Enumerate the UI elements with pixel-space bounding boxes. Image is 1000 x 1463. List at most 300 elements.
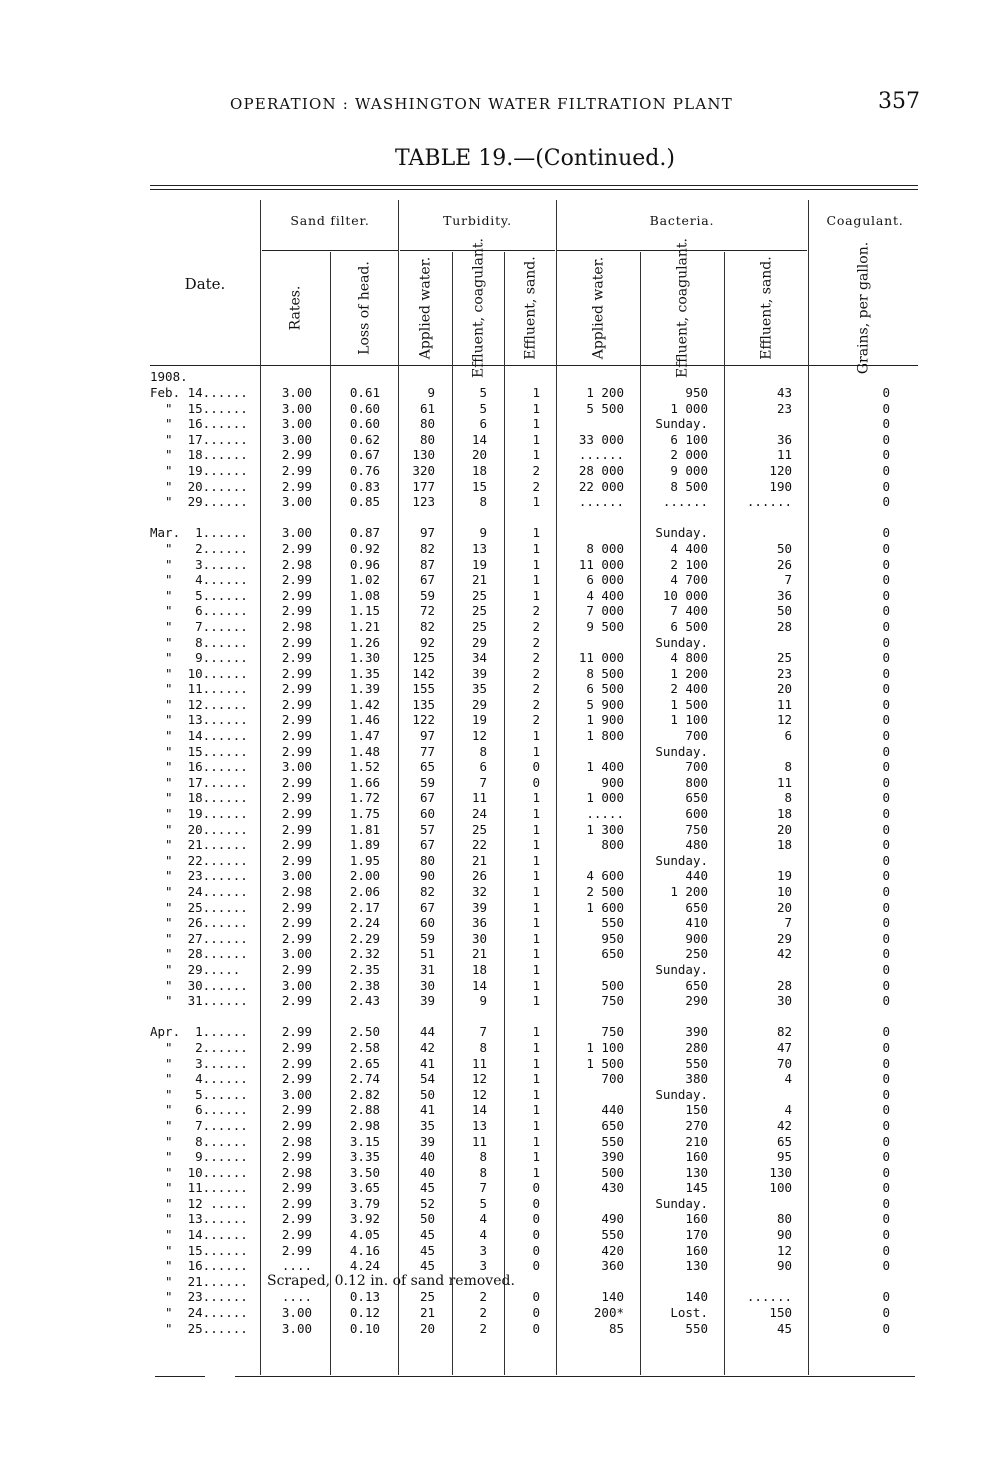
turbidity-coagulant-cell: 25 [471,603,487,619]
grains-cell: 0 [882,462,890,478]
bacteria-applied-cell: ...... [578,447,624,463]
grains-cell: 0 [882,1242,890,1258]
loss-of-head-cell: 1.95 [349,852,380,868]
rates-cell: 2.99 [281,1180,312,1196]
bacteria-coagulant-cell: 270 [685,1117,708,1133]
bacteria-sand-cell: 19 [776,868,792,884]
turbidity-coagulant-cell: 22 [471,837,487,853]
turbidity-sand-cell: 2 [532,478,540,494]
loss-of-head-cell: 3.15 [349,1133,380,1149]
bacteria-sand-cell: 8 [784,790,792,806]
loss-of-head-cell: 1.48 [349,743,380,759]
turbidity-sand-cell: 1 [532,1086,540,1102]
table-row [150,1305,920,1321]
turbidity-sand-cell: 1 [532,587,540,603]
bacteria-coagulant-cell: 650 [685,790,708,806]
turbidity-applied-cell: 67 [419,572,435,588]
turbidity-coagulant-cell: 2 [479,1305,487,1321]
bacteria-coagulant-cell: 440 [685,868,708,884]
turbidity-applied-cell: 9 [427,385,435,400]
turbidity-coagulant-cell: 3 [479,1258,487,1274]
loss-of-head-cell: 0.10 [349,1320,380,1336]
turbidity-applied-cell: 57 [419,821,435,837]
turbidity-applied-cell: 80 [419,416,435,432]
rates-cell: 2.99 [281,961,312,977]
loss-of-head-cell: 1.21 [349,618,380,634]
group-header-sand-filter: Sand filter. [290,213,370,228]
turbidity-coagulant-cell: 6 [479,416,487,432]
loss-of-head-cell: 2.74 [349,1071,380,1087]
date-cell: " 26...... [150,915,248,931]
bacteria-coagulant-cell: 8 500 [670,478,708,494]
grains-cell: 0 [882,587,890,603]
table-row [150,1211,920,1227]
turbidity-sand-cell: 1 [532,993,540,1009]
turbidity-coagulant-cell: 26 [471,868,487,884]
grains-cell: 0 [882,416,890,432]
turbidity-applied-cell: 80 [419,431,435,447]
date-cell: " 5...... [150,587,248,603]
turbidity-coagulant-cell: 11 [471,790,487,806]
bacteria-applied-cell: 5 500 [586,400,624,416]
bacteria-coagulant-cell: 550 [685,1055,708,1071]
grains-cell: 0 [882,1227,890,1243]
date-cell: " 12 ..... [150,1195,248,1211]
turbidity-applied-cell: 50 [419,1086,435,1102]
bacteria-applied-cell: 1 000 [586,790,624,806]
bacteria-applied-cell: 700 [601,1071,624,1087]
loss-of-head-cell: 0.96 [349,556,380,572]
bacteria-coagulant-cell: 145 [685,1180,708,1196]
bacteria-coagulant-cell: 2 400 [670,681,708,697]
grains-cell: 0 [882,540,890,556]
rates-cell: 2.99 [281,478,312,494]
rates-cell: 2.99 [281,462,312,478]
rates-cell: 2.99 [281,837,312,853]
turbidity-applied-cell: 45 [419,1258,435,1274]
grains-cell: 0 [882,884,890,899]
grains-cell: 0 [882,868,890,884]
loss-of-head-cell: 2.35 [349,961,380,977]
bacteria-coagulant-cell: 650 [685,977,708,993]
bacteria-applied-cell: 7 000 [586,603,624,619]
rates-cell: 2.99 [281,1149,312,1165]
bacteria-applied-cell: 490 [601,1211,624,1227]
loss-of-head-cell: 0.12 [349,1305,380,1321]
table-row [150,1274,920,1290]
rates-cell: 2.99 [281,603,312,619]
bacteria-sand-cell: 11 [776,696,792,712]
turbidity-applied-cell: 50 [419,1211,435,1227]
bacteria-coagulant-cell: 410 [685,915,708,931]
turbidity-sand-cell: 1 [532,1149,540,1165]
bacteria-coagulant-cell: 170 [685,1227,708,1243]
rates-cell: 2.99 [281,1195,312,1211]
bacteria-applied-cell: 750 [601,993,624,1009]
date-cell: " 17...... [150,774,248,790]
year-label: 1908. [150,369,188,384]
turbidity-applied-header: Applied water. [417,256,434,360]
date-cell: " 10...... [150,1164,248,1180]
rates-cell: 2.99 [281,774,312,790]
turbidity-coagulant-cell: 9 [479,993,487,1009]
rates-cell: 3.00 [281,525,312,541]
table-row [150,775,920,791]
bacteria-sand-cell: ...... [746,494,792,510]
rates-cell: 2.99 [281,1024,312,1040]
turbidity-applied-cell: 41 [419,1102,435,1118]
loss-of-head-cell: 0.87 [349,525,380,541]
rates-cell: 2.99 [281,1242,312,1258]
date-cell: " 7...... [150,618,248,634]
bacteria-coagulant-cell: 4 400 [670,540,708,556]
date-cell: " 17...... [150,431,248,447]
grains-cell: 0 [882,447,890,463]
turbidity-sand-cell: 1 [532,961,540,977]
turbidity-sand-cell: 2 [532,712,540,728]
turbidity-applied-cell: 77 [419,743,435,759]
table-row [150,853,920,869]
table-row [150,635,920,651]
group-underline-sand [262,250,398,251]
date-cell: " 15...... [150,400,248,416]
turbidity-coagulant-cell: 34 [471,650,487,666]
turbidity-sand-cell: 1 [532,494,540,510]
turbidity-coagulant-cell: 8 [479,1149,487,1165]
rates-cell: 2.99 [281,806,312,822]
turbidity-coagulant-cell: 7 [479,1180,487,1196]
table-row [150,1056,920,1072]
bacteria-applied-cell: 1 900 [586,712,624,728]
bacteria-sand-cell: 47 [776,1039,792,1055]
turbidity-sand-cell: 1 [532,1102,540,1118]
date-header: Date. [184,275,226,293]
bacteria-applied-cell: 390 [601,1149,624,1165]
grains-cell: 0 [882,743,890,759]
turbidity-coagulant-cell: 4 [479,1227,487,1243]
turbidity-applied-cell: 59 [419,774,435,790]
turbidity-coagulant-cell: 19 [471,712,487,728]
table-row [150,525,920,541]
bacteria-applied-cell: 6 500 [586,681,624,697]
turbidity-coagulant-cell: 8 [479,1164,487,1180]
table-row [150,790,920,806]
header-bottom-rule [150,365,918,366]
table-row [150,1040,920,1056]
turbidity-coagulant-cell: 5 [479,385,487,400]
bacteria-coagulant-cell: 160 [685,1242,708,1258]
turbidity-sand-cell: 2 [532,603,540,619]
bacteria-applied-cell: 750 [601,1024,624,1040]
turbidity-coagulant-cell: 7 [479,774,487,790]
bacteria-applied-cell: 4 600 [586,868,624,884]
turbidity-applied-cell: 59 [419,587,435,603]
bacteria-sand-cell: 36 [776,431,792,447]
turbidity-applied-cell: 54 [419,1071,435,1087]
table-row [150,619,920,635]
rates-cell: 2.98 [281,1133,312,1149]
bacteria-coagulant-cell: 600 [685,806,708,822]
rates-cell: 2.99 [281,790,312,806]
date-cell: " 9...... [150,650,248,666]
date-cell: " 14...... [150,728,248,744]
turbidity-coagulant-cell: 24 [471,806,487,822]
turbidity-applied-cell: 60 [419,806,435,822]
date-cell: " 4...... [150,1071,248,1087]
bacteria-coagulant-cell: 4 800 [670,650,708,666]
turbidity-coagulant-cell: 25 [471,821,487,837]
top-rule-2 [150,189,918,190]
turbidity-sand-cell: 0 [532,1195,540,1211]
turbidity-sand-cell: 1 [532,1024,540,1040]
loss-of-head-cell: 1.75 [349,806,380,822]
bacteria-coagulant-cell: 4 700 [670,572,708,588]
bacteria-sand-cell: 30 [776,993,792,1009]
grains-cell: 0 [882,806,890,822]
bacteria-sand-cell: 7 [784,572,792,588]
bacteria-coagulant-cell: 750 [685,821,708,837]
bacteria-applied-cell: 500 [601,1164,624,1180]
bacteria-coagulant-cell: 650 [685,899,708,915]
row-gap [150,1009,920,1025]
date-cell: " 20...... [150,821,248,837]
table-row [150,712,920,728]
turbidity-coagulant-cell: 39 [471,899,487,915]
turbidity-applied-cell: 45 [419,1227,435,1243]
grains-cell: 0 [882,790,890,806]
bacteria-applied-cell: 4 400 [586,587,624,603]
row-gap [150,510,920,526]
bacteria-applied-cell: 440 [601,1102,624,1118]
bacteria-coagulant-cell: Sunday. [655,852,708,868]
table-row [150,463,920,479]
bacteria-coagulant-cell: 1 200 [670,665,708,681]
bacteria-sand-cell: 42 [776,1117,792,1133]
bacteria-sand-cell: 12 [776,712,792,728]
table-row [150,1087,920,1103]
table-row [150,1102,920,1118]
turbidity-applied-cell: 92 [419,634,435,650]
rates-cell: 2.99 [281,1117,312,1133]
turbidity-applied-cell: 25 [419,1289,435,1305]
bacteria-sand-cell: 4 [784,1071,792,1087]
grains-cell: 0 [882,494,890,510]
turbidity-applied-cell: 142 [412,665,435,681]
row-note: Scraped, 0.12 in. of sand removed. [267,1272,515,1289]
turbidity-coagulant-cell: 2 [479,1320,487,1336]
rates-cell: 3.00 [281,400,312,416]
grains-cell: 0 [882,1039,890,1055]
rates-cell: 2.99 [281,1039,312,1055]
loss-of-head-cell: 1.52 [349,759,380,775]
turbidity-sand-cell: 1 [532,572,540,588]
bacteria-applied-cell: ..... [586,806,624,822]
turbidity-coagulant-cell: 2 [479,1289,487,1305]
loss-of-head-cell: 3.35 [349,1149,380,1165]
bacteria-sand-cell: 28 [776,977,792,993]
bacteria-applied-cell: 1 500 [586,1055,624,1071]
date-cell: " 21...... [150,837,248,853]
loss-of-head-cell: 0.67 [349,447,380,463]
loss-of-head-cell: 0.92 [349,540,380,556]
turbidity-sand-cell: 1 [532,899,540,915]
bacteria-sand-cell: 95 [776,1149,792,1165]
table-row [150,588,920,604]
bacteria-applied-cell: 550 [601,915,624,931]
table-row [150,1180,920,1196]
date-cell: " 13...... [150,1211,248,1227]
grains-cell: 0 [882,525,890,541]
turbidity-sand-cell: 1 [532,1133,540,1149]
grains-cell: 0 [882,385,890,400]
turbidity-applied-cell: 52 [419,1195,435,1211]
loss-of-head-cell: 1.46 [349,712,380,728]
rates-cell: 3.00 [281,1305,312,1321]
date-cell: " 24...... [150,884,248,899]
bacteria-sand-cell: ...... [746,1289,792,1305]
turbidity-applied-cell: 39 [419,1133,435,1149]
date-cell: " 27...... [150,930,248,946]
bacteria-applied-cell: 33 000 [578,431,624,447]
date-cell: " 31...... [150,993,248,1009]
table-row [150,416,920,432]
loss-of-head-cell: 2.17 [349,899,380,915]
bacteria-sand-cell: 90 [776,1258,792,1274]
grains-cell: 0 [882,572,890,588]
date-cell: Mar. 1...... [150,525,248,541]
turbidity-sand-cell: 1 [532,946,540,962]
turbidity-sand-cell: 1 [532,1039,540,1055]
turbidity-coagulant-header: Effluent, coagulant. [470,238,487,378]
turbidity-sand-cell: 2 [532,681,540,697]
bacteria-sand-cell: 190 [769,478,792,494]
rates-cell: 3.00 [281,868,312,884]
turbidity-sand-cell: 1 [532,431,540,447]
bacteria-coagulant-cell: 150 [685,1102,708,1118]
bacteria-coagulant-cell: 160 [685,1149,708,1165]
turbidity-sand-cell: 2 [532,634,540,650]
bacteria-coagulant-cell: 290 [685,993,708,1009]
turbidity-sand-header: Effluent, sand. [522,256,539,360]
turbidity-sand-cell: 1 [532,884,540,899]
turbidity-coagulant-cell: 12 [471,1071,487,1087]
bacteria-applied-cell: 420 [601,1242,624,1258]
table-row [150,1258,920,1274]
table-row [150,1165,920,1181]
table-row [150,385,920,401]
loss-of-head-cell: 2.29 [349,930,380,946]
turbidity-applied-cell: 67 [419,899,435,915]
turbidity-applied-cell: 320 [412,462,435,478]
loss-of-head-cell: 2.43 [349,993,380,1009]
bacteria-sand-cell: 80 [776,1211,792,1227]
bacteria-sand-cell: 20 [776,681,792,697]
turbidity-coagulant-cell: 18 [471,961,487,977]
bacteria-applied-cell: 800 [601,837,624,853]
bacteria-sand-cell: 26 [776,556,792,572]
grains-cell: 0 [882,1258,890,1274]
turbidity-sand-cell: 2 [532,665,540,681]
turbidity-coagulant-cell: 19 [471,556,487,572]
bacteria-coagulant-cell: 550 [685,1320,708,1336]
table-row [150,603,920,619]
bacteria-coagulant-cell: 480 [685,837,708,853]
bacteria-applied-cell: 500 [601,977,624,993]
date-cell: " 30...... [150,977,248,993]
turbidity-coagulant-cell: 20 [471,447,487,463]
grains-cell: 0 [882,1320,890,1336]
turbidity-sand-cell: 0 [532,759,540,775]
turbidity-sand-cell: 1 [532,743,540,759]
bacteria-sand-cell: 20 [776,899,792,915]
rates-cell: 3.00 [281,431,312,447]
date-cell: " 4...... [150,572,248,588]
date-cell: " 25...... [150,899,248,915]
bacteria-applied-cell: 950 [601,930,624,946]
date-cell: " 8...... [150,1133,248,1149]
rates-cell: 2.99 [281,634,312,650]
turbidity-sand-cell: 0 [532,1242,540,1258]
bacteria-sand-cell: 70 [776,1055,792,1071]
table-row [150,806,920,822]
bacteria-sand-cell: 28 [776,618,792,634]
turbidity-coagulant-cell: 21 [471,572,487,588]
table-row [150,1024,920,1040]
bacteria-sand-cell: 50 [776,540,792,556]
table-row [150,962,920,978]
loss-of-head-cell: 2.88 [349,1102,380,1118]
grains-cell: 0 [882,837,890,853]
turbidity-coagulant-cell: 13 [471,1117,487,1133]
table-row [150,650,920,666]
bacteria-coagulant-cell: Sunday. [655,525,708,541]
turbidity-sand-cell: 1 [532,728,540,744]
bacteria-applied-cell: 550 [601,1133,624,1149]
grains-cell: 0 [882,681,890,697]
grains-cell: 0 [882,1055,890,1071]
turbidity-applied-cell: 41 [419,1055,435,1071]
rates-cell: 2.99 [281,572,312,588]
date-cell: " 20...... [150,478,248,494]
date-cell: " 16...... [150,416,248,432]
turbidity-sand-cell: 1 [532,837,540,853]
turbidity-applied-cell: 45 [419,1242,435,1258]
date-cell: " 9...... [150,1149,248,1165]
bacteria-sand-cell: 20 [776,821,792,837]
loss-of-head-cell: 1.72 [349,790,380,806]
bacteria-applied-cell: 1 400 [586,759,624,775]
bacteria-applied-cell: 1 200 [586,385,624,400]
turbidity-applied-cell: 39 [419,993,435,1009]
turbidity-sand-cell: 1 [532,1055,540,1071]
turbidity-sand-cell: 0 [532,774,540,790]
loss-of-head-cell: 1.02 [349,572,380,588]
rates-cell: 2.99 [281,650,312,666]
turbidity-applied-cell: 61 [419,400,435,416]
bacteria-sand-cell: 4 [784,1102,792,1118]
rates-cell: 3.00 [281,385,312,400]
table-row [150,697,920,713]
date-cell: " 10...... [150,665,248,681]
turbidity-coagulant-cell: 14 [471,977,487,993]
bacteria-coagulant-cell: 1 500 [670,696,708,712]
loss-of-head-cell: 2.98 [349,1117,380,1133]
bacteria-coagulant-cell: 160 [685,1211,708,1227]
bacteria-sand-cell: 100 [769,1180,792,1196]
turbidity-sand-cell: 2 [532,618,540,634]
turbidity-coagulant-cell: 12 [471,1086,487,1102]
grains-cell: 0 [882,1086,890,1102]
